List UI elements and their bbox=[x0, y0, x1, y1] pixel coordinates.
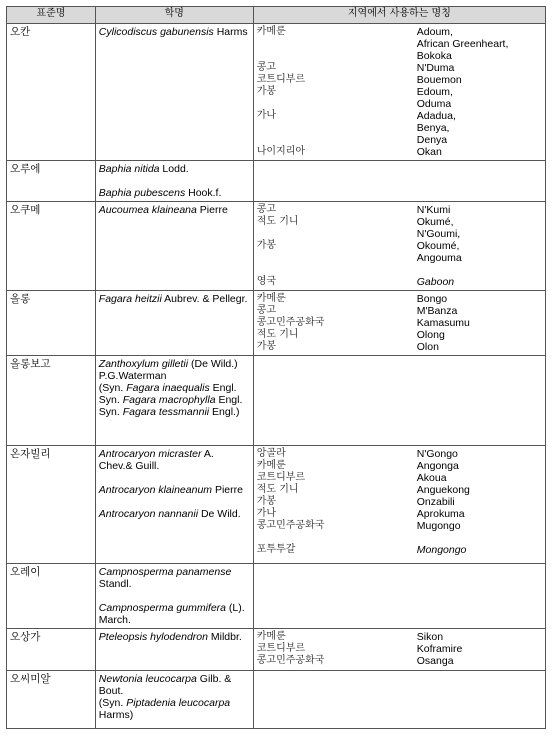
scientific-name-cell bbox=[95, 291, 253, 356]
taxon-name: Aucoumea klaineana bbox=[98, 204, 197, 216]
standard-name-cell: 오칸 bbox=[7, 24, 96, 161]
author-text: (Syn. bbox=[98, 382, 127, 394]
local-name: Bokoka bbox=[416, 50, 452, 62]
local-name-group bbox=[417, 110, 542, 146]
local-name: N'Kumi bbox=[416, 204, 451, 216]
local-name-group bbox=[417, 86, 542, 110]
scientific-name bbox=[99, 508, 250, 520]
local-name-group bbox=[417, 341, 542, 353]
region-label: 가봉 bbox=[256, 86, 277, 97]
local-name-group bbox=[417, 146, 542, 158]
author-text: Harms bbox=[213, 26, 248, 38]
local-names-cell bbox=[253, 629, 545, 671]
local-name: Aprokuma bbox=[416, 508, 465, 520]
local-names-cell bbox=[253, 446, 545, 564]
region-label: 콩고민주공화국 bbox=[256, 520, 325, 531]
local-name: Bouemon bbox=[416, 74, 462, 86]
scientific-name bbox=[99, 204, 250, 216]
author-text: Syn. bbox=[98, 406, 123, 418]
standard-name-cell: 올롱 bbox=[7, 291, 96, 356]
local-name: Mugongo bbox=[416, 520, 461, 532]
region-label: 가봉 bbox=[256, 341, 277, 352]
region-label: 가나 bbox=[256, 110, 277, 121]
taxon-name: Antrocaryon klaineanum bbox=[98, 484, 213, 496]
standard-name-cell: 온자빌리 bbox=[7, 446, 96, 564]
taxon-name: Campnosperma gummifera bbox=[98, 602, 227, 614]
local-name-group bbox=[417, 520, 542, 532]
table-row bbox=[7, 564, 546, 629]
scientific-name-cell bbox=[95, 629, 253, 671]
local-name-group bbox=[417, 305, 542, 317]
taxon-name: Fagara heitzii bbox=[98, 293, 162, 305]
author-text: A. Chev.& Guill. bbox=[98, 448, 214, 472]
local-name: M'Banza bbox=[416, 305, 458, 317]
author-text: (L). March. bbox=[98, 602, 245, 626]
table-row bbox=[7, 629, 546, 671]
standard-name-cell: 오루에 bbox=[7, 161, 96, 202]
scientific-name-cell bbox=[95, 24, 253, 161]
region-label: 앙골라 bbox=[256, 448, 286, 459]
local-name-group bbox=[417, 216, 542, 240]
local-name-group bbox=[417, 317, 542, 329]
table-row bbox=[7, 161, 546, 202]
local-name-group bbox=[417, 655, 542, 667]
taxon-name: Pteleopsis hylodendron bbox=[98, 631, 208, 643]
table-row bbox=[7, 446, 546, 564]
region-label: 카메룬 bbox=[256, 293, 286, 304]
scientific-name-cell bbox=[95, 161, 253, 202]
local-names-cell bbox=[253, 671, 545, 729]
local-name: Denya bbox=[416, 134, 448, 146]
local-names-list bbox=[257, 26, 542, 158]
scientific-name bbox=[99, 293, 250, 305]
author-text: Hook.f. bbox=[185, 187, 222, 199]
local-name: Angouma bbox=[416, 252, 462, 264]
scientific-name-cell bbox=[95, 446, 253, 564]
local-name-group bbox=[417, 631, 542, 643]
table-body bbox=[7, 24, 546, 729]
region-label: 코트디부르 bbox=[256, 472, 306, 483]
author-text: Engl.) bbox=[209, 406, 240, 418]
scientific-name bbox=[99, 484, 250, 496]
scientific-name bbox=[99, 697, 250, 721]
region-label: 코트디부르 bbox=[256, 74, 306, 85]
local-name-group bbox=[417, 643, 542, 655]
region-label: 콩고 bbox=[256, 62, 277, 73]
region-label: 나이지리아 bbox=[256, 146, 306, 157]
author-text: Aubrev. & Pellegr. bbox=[161, 293, 248, 305]
local-name-group bbox=[417, 544, 542, 556]
author-text: Engl. bbox=[215, 394, 243, 406]
local-name: Olong bbox=[416, 329, 445, 341]
local-name-group bbox=[417, 484, 542, 496]
local-name-group bbox=[417, 240, 542, 264]
local-names-list bbox=[257, 204, 542, 288]
local-name: Okan bbox=[416, 146, 442, 158]
scientific-name bbox=[99, 382, 250, 394]
local-name: Koframire bbox=[416, 643, 463, 655]
local-name: Adoum, bbox=[416, 26, 453, 38]
region-label: 카메룬 bbox=[256, 460, 286, 471]
local-name: Mongongo bbox=[416, 544, 467, 556]
local-name-group bbox=[417, 448, 542, 460]
local-names-cell bbox=[253, 564, 545, 629]
local-name: Sikon bbox=[416, 631, 444, 643]
scientific-name-cell bbox=[95, 202, 253, 291]
taxon-name: Campnosperma panamense bbox=[98, 566, 232, 578]
region-label: 포투투갈 bbox=[256, 544, 296, 555]
author-text: Lodd. bbox=[159, 163, 189, 175]
region-label: 적도 기니 bbox=[256, 216, 299, 227]
taxon-name: Fagara inaequalis bbox=[126, 382, 210, 394]
taxon-name: Baphia nitida bbox=[98, 163, 160, 175]
author-text: Gilb. & Bout. bbox=[98, 673, 232, 697]
author-text: Syn. bbox=[98, 394, 123, 406]
taxon-name: Fagara tessmannii bbox=[122, 406, 210, 418]
local-name: Angonga bbox=[416, 460, 459, 472]
taxon-name: Fagara macrophylla bbox=[122, 394, 216, 406]
local-name: Onzabili bbox=[416, 496, 455, 508]
author-text: Engl. bbox=[209, 382, 237, 394]
author-text: De Wild. bbox=[198, 508, 241, 520]
scientific-name bbox=[99, 448, 250, 472]
local-name-group bbox=[417, 26, 542, 62]
local-name-group bbox=[417, 496, 542, 508]
scientific-name bbox=[99, 406, 250, 418]
local-names-cell bbox=[253, 202, 545, 291]
region-label: 적도 기니 bbox=[256, 329, 299, 340]
standard-name-cell: 오씨미알 bbox=[7, 671, 96, 729]
local-names-cell bbox=[253, 161, 545, 202]
local-name: African Greenheart, bbox=[416, 38, 509, 50]
scientific-name bbox=[99, 631, 250, 643]
local-name: Anguekong bbox=[416, 484, 470, 496]
table-row bbox=[7, 671, 546, 729]
scientific-name bbox=[99, 358, 250, 382]
table-row bbox=[7, 291, 546, 356]
scientific-name bbox=[99, 26, 250, 38]
local-names-cell bbox=[253, 356, 545, 446]
standard-name-cell: 오상가 bbox=[7, 629, 96, 671]
region-label: 영국 bbox=[256, 276, 277, 287]
local-name: Okoumé, bbox=[416, 240, 460, 252]
author-text: Pierre bbox=[196, 204, 228, 216]
author-text: Mildbr. bbox=[207, 631, 242, 643]
local-name-group bbox=[417, 62, 542, 74]
author-text: Pierre bbox=[212, 484, 243, 496]
local-name-group bbox=[417, 508, 542, 520]
scientific-name bbox=[99, 163, 250, 175]
scientific-name bbox=[99, 566, 250, 590]
scientific-name-cell bbox=[95, 564, 253, 629]
region-label: 콩고민주공화국 bbox=[256, 317, 325, 328]
region-label: 콩고민주공화국 bbox=[256, 655, 325, 666]
local-names-cell bbox=[253, 291, 545, 356]
local-name: Akoua bbox=[416, 472, 447, 484]
local-names-cell bbox=[253, 24, 545, 161]
local-name: N'Gongo bbox=[416, 448, 458, 460]
region-label: 가나 bbox=[256, 508, 277, 519]
local-name: N'Goumi, bbox=[416, 228, 461, 240]
standard-name-cell: 오레이 bbox=[7, 564, 96, 629]
scientific-name bbox=[99, 394, 250, 406]
author-text: (De Wild.) P.G.Waterman bbox=[98, 358, 238, 382]
region-label: 콩고 bbox=[256, 204, 277, 215]
local-names-list bbox=[257, 631, 542, 667]
local-name: N'Duma bbox=[416, 62, 455, 74]
scientific-name-cell bbox=[95, 356, 253, 446]
local-name-group bbox=[417, 204, 542, 216]
table-row bbox=[7, 202, 546, 291]
header-standard-name: 표준명 bbox=[7, 7, 96, 24]
standard-name-cell: 올롱보고 bbox=[7, 356, 96, 446]
taxon-name: Cylicodiscus gabunensis bbox=[98, 26, 214, 38]
author-text: Standl. bbox=[98, 578, 132, 590]
scientific-name bbox=[99, 602, 250, 626]
local-name: Osanga bbox=[416, 655, 454, 667]
table-row bbox=[7, 356, 546, 446]
region-label: 가봉 bbox=[256, 496, 277, 507]
author-text: Harms) bbox=[98, 709, 134, 721]
scientific-name bbox=[99, 673, 250, 697]
wood-names-table bbox=[6, 6, 546, 729]
region-label: 콩고 bbox=[256, 305, 277, 316]
local-name: Gaboon bbox=[416, 276, 455, 288]
local-name: Oduma bbox=[416, 98, 452, 110]
region-label: 카메룬 bbox=[256, 631, 286, 642]
local-names-list bbox=[257, 448, 542, 556]
taxon-name: Antrocaryon nannanii bbox=[98, 508, 199, 520]
taxon-name: Piptadenia leucocarpa bbox=[126, 697, 231, 709]
standard-name-cell: 오쿠메 bbox=[7, 202, 96, 291]
scientific-name bbox=[99, 187, 250, 199]
region-label: 적도 기니 bbox=[256, 484, 299, 495]
taxon-name: Baphia pubescens bbox=[98, 187, 186, 199]
local-name: Edoum, bbox=[416, 86, 453, 98]
local-name: Adadua, bbox=[416, 110, 456, 122]
scientific-name-cell bbox=[95, 671, 253, 729]
local-name: Bongo bbox=[416, 293, 448, 305]
region-label: 카메룬 bbox=[256, 26, 286, 37]
local-name-group bbox=[417, 472, 542, 484]
region-label: 가봉 bbox=[256, 240, 277, 251]
local-name: Kamasumu bbox=[416, 317, 470, 329]
table-row bbox=[7, 24, 546, 161]
local-name-group bbox=[417, 74, 542, 86]
local-name-group bbox=[417, 276, 542, 288]
local-name: Benya, bbox=[416, 122, 450, 134]
header-scientific-name: 학명 bbox=[95, 7, 253, 24]
local-name: Okumé, bbox=[416, 216, 454, 228]
local-name-group bbox=[417, 293, 542, 305]
local-name-group bbox=[417, 460, 542, 472]
header-row bbox=[7, 7, 546, 24]
local-names-list bbox=[257, 293, 542, 353]
taxon-name: Antrocaryon micraster bbox=[98, 448, 202, 460]
local-name: Olon bbox=[416, 341, 439, 353]
header-local-names: 지역에서 사용하는 명칭 bbox=[253, 7, 545, 24]
region-label: 코트디부르 bbox=[256, 643, 306, 654]
local-name-group bbox=[417, 329, 542, 341]
taxon-name: Newtonia leucocarpa bbox=[98, 673, 197, 685]
author-text: (Syn. bbox=[98, 697, 127, 709]
taxon-name: Zanthoxylum gilletii bbox=[98, 358, 189, 370]
